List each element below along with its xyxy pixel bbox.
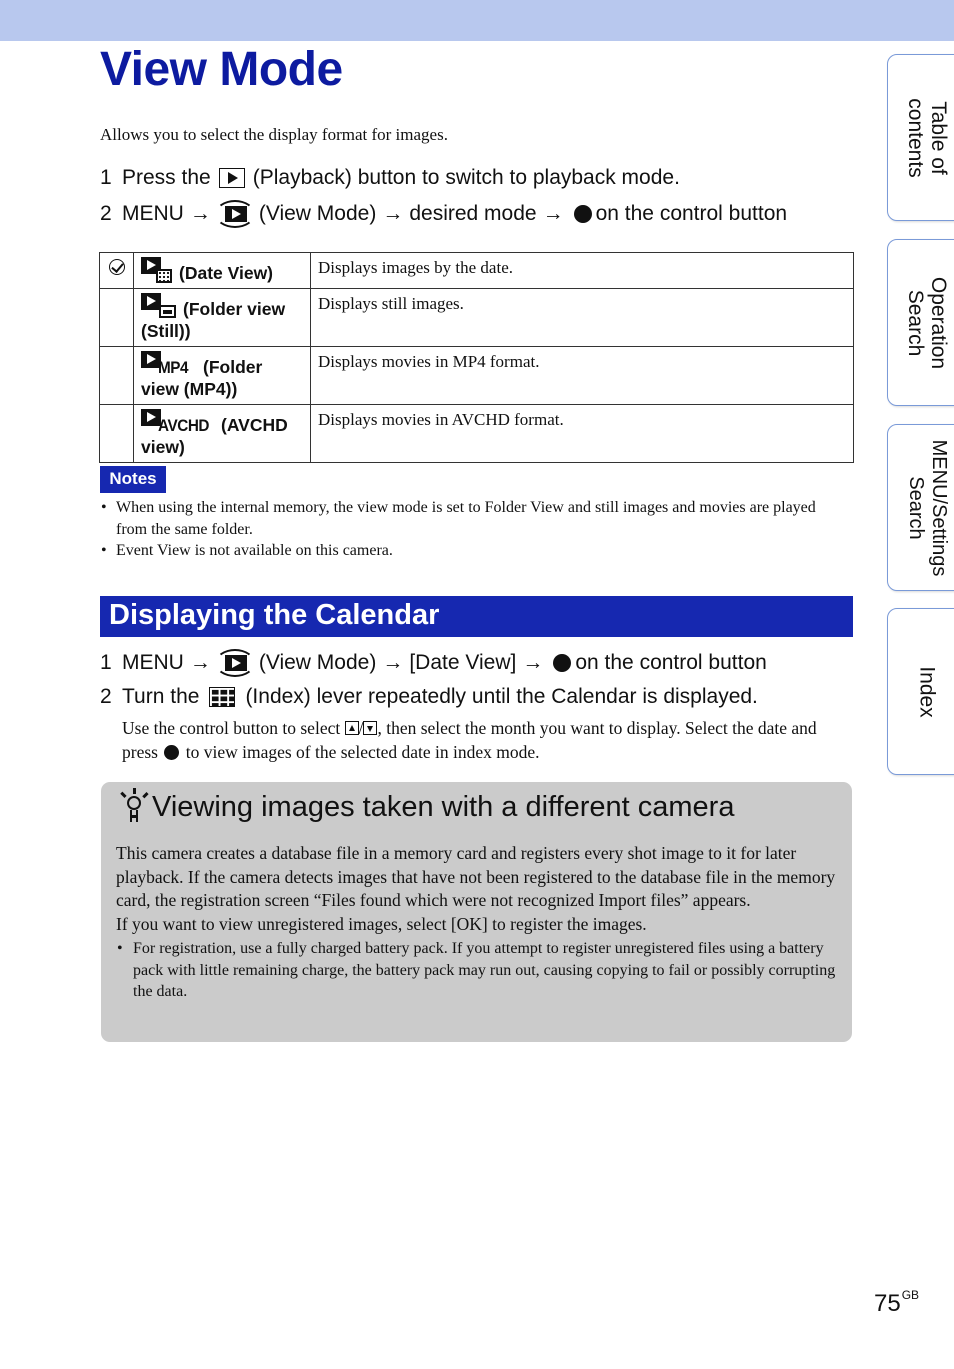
arrow-icon: → xyxy=(542,202,564,225)
view-mode-icon xyxy=(215,200,255,228)
folder-view-mp4-icon: MP4 xyxy=(141,351,197,377)
step-text: (View Mode) xyxy=(258,202,377,225)
step-2 xyxy=(100,200,787,228)
view-mode-icon xyxy=(215,649,255,677)
step-text: Turn the xyxy=(122,685,200,708)
control-button-center-icon xyxy=(164,745,179,760)
lightbulb-icon xyxy=(119,788,149,826)
mode-description: Displays images by the date. xyxy=(311,253,854,289)
tab-label: Table of contents xyxy=(904,97,950,178)
default-cell xyxy=(100,253,134,289)
arrow-icon: → xyxy=(189,651,211,674)
view-mode-table xyxy=(99,252,854,463)
folder-view-still-icon xyxy=(141,293,177,319)
tab-menu-settings-search[interactable] xyxy=(887,424,954,591)
top-band xyxy=(0,0,954,41)
step-text: on the control button xyxy=(575,651,767,674)
hint-bullets xyxy=(116,938,836,1003)
mode-name-cell xyxy=(134,253,311,289)
default-cell xyxy=(100,405,134,463)
notes-list xyxy=(100,497,845,562)
hint-box xyxy=(101,782,852,1042)
mode-name: (Date View) xyxy=(179,263,274,283)
step-text: on the control button xyxy=(595,202,788,225)
mode-name-cell xyxy=(134,289,311,347)
menu-label: MENU xyxy=(122,651,184,674)
hint-body xyxy=(116,842,836,1003)
mode-name: (AVCHD view) xyxy=(141,415,288,457)
control-button-center-icon xyxy=(574,205,592,223)
mode-name-cell xyxy=(134,405,311,463)
control-button-center-icon xyxy=(553,654,571,672)
calendar-step-1 xyxy=(100,649,767,677)
menu-label: MENU xyxy=(122,202,184,225)
table-row xyxy=(100,405,854,463)
arrow-icon: → xyxy=(382,202,404,225)
notes-label: Notes xyxy=(100,466,166,493)
default-cell xyxy=(100,289,134,347)
mode-name-cell xyxy=(134,347,311,405)
arrow-icon: → xyxy=(189,202,211,225)
mode-name: (Folder view (MP4)) xyxy=(141,357,263,399)
calendar-step-2 xyxy=(100,685,758,709)
step-text: (Index) lever repeatedly until the Calendar is displayed. xyxy=(245,685,758,708)
step-number: 1 xyxy=(100,166,112,189)
tab-table-of-contents[interactable] xyxy=(887,54,954,221)
calendar-detail-text: Use the control button to select / , then select the month you want to display. Select the date and press to view images of the selected date in index mode. xyxy=(122,718,817,762)
note-item: • When using the internal memory, the view mode is set to Folder View and still images and movies are played from the same folder. xyxy=(100,497,845,540)
step-number: 2 xyxy=(100,685,112,708)
tab-operation-search[interactable] xyxy=(887,239,954,406)
step-1 xyxy=(100,166,680,190)
arrow-icon: → xyxy=(522,651,544,674)
mode-description: Displays movies in AVCHD format. xyxy=(311,405,854,463)
hint-paragraph: If you want to view unregistered images, select [OK] to register the images. xyxy=(116,913,647,934)
intro-text: Allows you to select the display format for images. xyxy=(100,125,448,144)
tab-label: MENU/Settings Search xyxy=(905,439,950,576)
arrow-icon: → xyxy=(382,651,404,674)
mode-description: Displays movies in MP4 format. xyxy=(311,347,854,405)
calendar-section-heading: Displaying the Calendar xyxy=(100,596,853,637)
step-text: (Playback) button to switch to playback mode. xyxy=(252,166,680,189)
default-check-icon xyxy=(109,259,125,275)
mode-description: Displays still images. xyxy=(311,289,854,347)
default-cell xyxy=(100,347,134,405)
step-text: Press the xyxy=(122,166,211,189)
step-text: desired mode xyxy=(409,202,537,225)
tab-index[interactable] xyxy=(887,608,954,775)
table-row xyxy=(100,289,854,347)
hint-title xyxy=(119,788,734,826)
tab-label: Index xyxy=(915,665,939,718)
step-text: [Date View] xyxy=(409,651,517,674)
note-item: • Event View is not available on this camera. xyxy=(100,540,845,562)
down-arrow-icon xyxy=(363,721,377,735)
table-row xyxy=(100,253,854,289)
date-view-icon xyxy=(141,257,173,283)
playback-icon xyxy=(219,168,245,188)
table-row xyxy=(100,347,854,405)
mode-name: (Folder view (Still)) xyxy=(141,299,286,341)
page-title: View Mode xyxy=(100,43,343,96)
page-number: $75^{GB}$ xyxy=(874,1288,920,1317)
index-icon xyxy=(209,687,235,707)
step-number: 2 xyxy=(100,202,112,225)
hint-paragraph: This camera creates a database file in a memory card and registers every shot image to it for later playback. If the camera detects images that have not been registered to the database file in the memory card, the registration screen “Files found which were not recognized Import files” appears. xyxy=(116,843,836,910)
step-text: (View Mode) xyxy=(258,651,377,674)
step-number: 1 xyxy=(100,651,112,674)
hint-bullet: • For registration, use a fully charged battery pack. If you attempt to register unregistered files using a battery pack with little remaining charge, the battery pack may run out, causing copying to fail or possibly corrupting the data. xyxy=(116,938,836,1003)
tab-label: Operation Search xyxy=(904,276,950,369)
hint-title-text: Viewing images taken with a different camera xyxy=(152,790,735,823)
up-arrow-icon xyxy=(345,721,359,735)
avchd-view-icon: AVCHD xyxy=(141,409,215,435)
